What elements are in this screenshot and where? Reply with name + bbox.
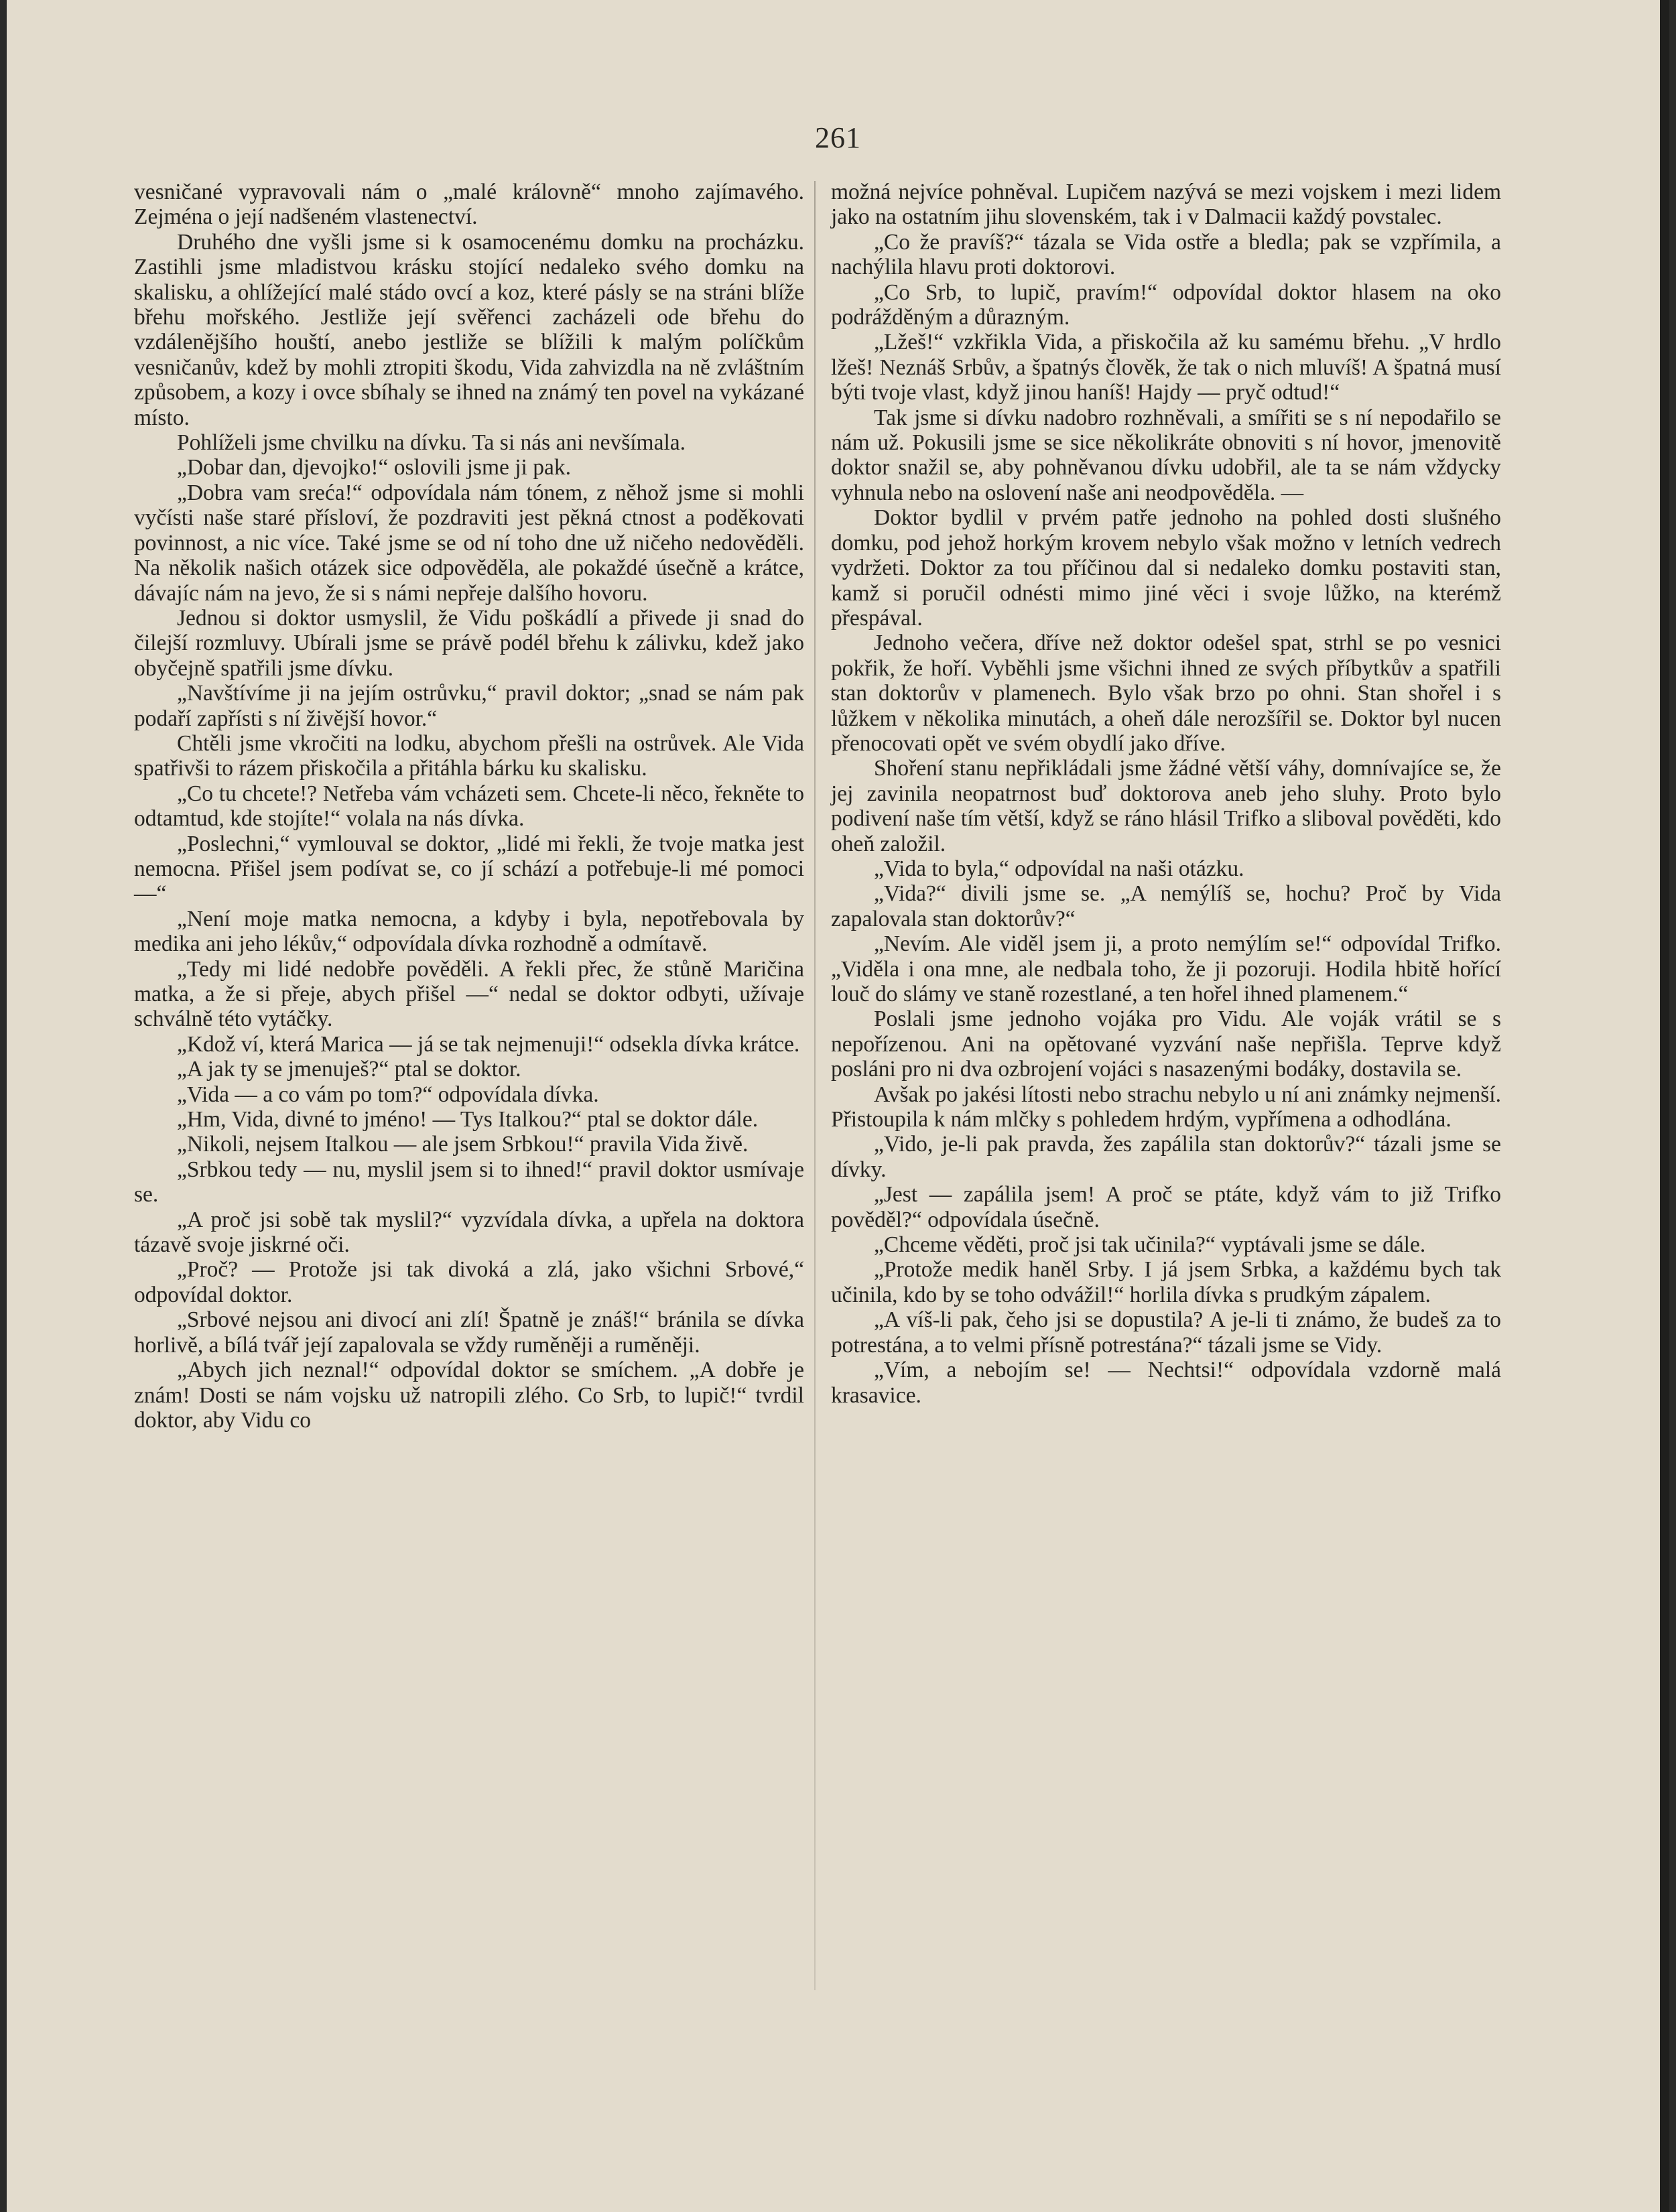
left-text-column bbox=[134, 180, 804, 1433]
paragraph: „Abych jich neznal!“ odpovídal doktor se smíchem. „A dobře je znám! Dosti se nám vojsku už natropili zlého. Co Srb, to lupič!“ tvrdil doktor, aby Vidu co bbox=[134, 1358, 804, 1433]
paragraph: Doktor bydlil v prvém patře jednoho na pohled dosti slušného domku, pod jehož horkým krovem nebylo však možno v letních vedrech vydržeti. Doktor za tou příčinou dal si nedaleko domku postaviti stan, kamž si poručil odnésti mimo jiné věci i svoje lůžko, na kterémž přespával. bbox=[831, 505, 1501, 631]
right-text-column bbox=[831, 180, 1501, 1408]
paragraph: „Srbové nejsou ani divocí ani zlí! Špatně je znáš!“ bránila se dívka horlivě, a bílá tvář její zapalovala se vždy ruměněji a ruměněji. bbox=[134, 1307, 804, 1358]
paragraph: „Proč? — Protože jsi tak divoká a zlá, jako všichni Srbové,“ odpovídal doktor. bbox=[134, 1257, 804, 1307]
paragraph: „Navštívíme ji na jejím ostrůvku,“ pravil doktor; „snad se nám pak podaří zapřísti s ní živější hovor.“ bbox=[134, 681, 804, 731]
paragraph: „Co že pravíš?“ tázala se Vida ostře a bledla; pak se vzpřímila, a nachýlila hlavu proti doktorovi. bbox=[831, 229, 1501, 280]
paragraph: Jednoho večera, dříve než doktor odešel spat, strhl se po vesnici pokřik, že hoří. Vyběhli jsme všichni ihned ze svých příbytkův a spatřili stan doktorův v plamenech. Bylo však brzo po ohni. Stan shořel i s lůžkem v několika minutách, a oheň dále nerozšířil se. Doktor byl nucen přenocovati opět ve svém obydlí jako dříve. bbox=[831, 631, 1501, 756]
paragraph: vesničané vypravovali nám o „malé královně“ mnoho zajímavého. Zejména o její nadšeném vlastenectví. bbox=[134, 180, 804, 230]
column-divider bbox=[814, 181, 816, 1990]
paragraph: Avšak po jakési lítosti nebo strachu nebylo u ní ani známky nejmenší. Přistoupila k nám mlčky s pohledem hrdým, vypřímena a odhodlána. bbox=[831, 1082, 1501, 1132]
paragraph: „A proč jsi sobě tak myslil?“ vyzvídala dívka, a upřela na doktora tázavě svoje jiskrné oči. bbox=[134, 1207, 804, 1258]
paragraph: Pohlíželi jsme chvilku na dívku. Ta si nás ani nevšímala. bbox=[177, 430, 686, 456]
paragraph: „Protože medik haněl Srby. I já jsem Srbka, a každému bych tak učinila, kdo by se toho odvážil!“ horlila dívka s prudkým zápalem. bbox=[831, 1257, 1501, 1307]
paragraph: „Jest — zapálila jsem! A proč se ptáte, když vám to již Trifko pověděl?“ odpovídala úsečně. bbox=[831, 1182, 1501, 1232]
paragraph: Shoření stanu nepřikládali jsme žádné větší váhy, domnívajíce se, že jej zavinila neopatrnost buď doktorova aneb jeho sluhy. Proto bylo podivení naše tím větší, když se ráno hlásil Trifko a sliboval pověděti, kdo oheň založil. bbox=[831, 756, 1501, 856]
paragraph: „Nevím. Ale viděl jsem ji, a proto nemýlím se!“ odpovídal Trifko. „Viděla i ona mne, ale nedbala toho, že ji pozoruji. Hodila hbitě hořící louč do slámy ve staně rozestlané, a ten hořel ihned plamenem.“ bbox=[831, 931, 1501, 1006]
paragraph: „Vida?“ divili jsme se. „A nemýlíš se, hochu? Proč by Vida zapalovala stan doktorův?“ bbox=[831, 881, 1501, 931]
page-edge bbox=[1660, 0, 1669, 2212]
paragraph: „Kdož ví, která Marica — já se tak nejmenuji!“ odsekla dívka krátce. bbox=[177, 1031, 800, 1057]
paragraph: „Poslechni,“ vymlouval se doktor, „lidé mi řekli, že tvoje matka jest nemocna. Přišel jsem podívat se, co jí schází a potřebuje-li mé pomoci —“ bbox=[134, 831, 804, 907]
paragraph: „Chceme věděti, proč jsi tak učinila?“ vyptávali jsme se dále. bbox=[874, 1232, 1426, 1258]
paragraph: „Dobra vam sreća!“ odpovídala nám tónem, z něhož jsme si mohli vyčísti naše staré přísloví, že pozdraviti jest pěkná ctnost a poděkovati povinnost, a nic více. Také jsme se od ní toho dne už ničeho nedověděli. Na několik našich otázek sice odpověděla, ale pokaždé úsečně a krátce, dávajíc nám na jevo, že si s námi nepřeje dalšího hovoru. bbox=[134, 480, 804, 606]
paragraph: „Co Srb, to lupič, pravím!“ odpovídal doktor hlasem na oko podrážděným a důrazným. bbox=[831, 279, 1501, 330]
paragraph: „Tedy mi lidé nedobře pověděli. A řekli přec, že stůně Maričina matka, a že si přeje, abych přišel —“ nedal se doktor odbyti, užívaje schválně této vytáčky. bbox=[134, 956, 804, 1032]
paragraph: „Srbkou tedy — nu, myslil jsem si to ihned!“ pravil doktor usmívaje se. bbox=[134, 1157, 804, 1208]
paragraph: „Dobar dan, djevojko!“ oslovili jsme ji pak. bbox=[177, 455, 571, 480]
paragraph: „A jak ty se jmenuješ?“ ptal se doktor. bbox=[177, 1057, 521, 1082]
paragraph: „A víš-li pak, čeho jsi se dopustila? A je-li ti známo, že budeš za to potrestána, a to velmi přísně potrestána?“ tázali jsme se Vidy. bbox=[831, 1307, 1501, 1358]
book-page bbox=[7, 0, 1669, 2212]
paragraph: „Vido, je-li pak pravda, žes zapálila stan doktorův?“ tázali jsme se dívky. bbox=[831, 1132, 1501, 1182]
paragraph: Poslali jsme jednoho vojáka pro Vidu. Ale voják vrátil se s nepořízenou. Ani na opětované vyzvání naše nepřišla. Teprve když posláni pro ni dva ozbrojení vojáci s nasazenými bodáky, dostavila se. bbox=[831, 1006, 1501, 1082]
paragraph: „Není moje matka nemocna, a kdyby i byla, nepotřebovala by medika ani jeho lékův,“ odpovídala dívka rozhodně a odmítavě. bbox=[134, 906, 804, 957]
paragraph: možná nejvíce pohněval. Lupičem nazývá se mezi vojskem i mezi lidem jako na ostatním jihu slovenském, tak i v Dalmacii každý povstalec. bbox=[831, 180, 1501, 230]
paragraph: „Lžeš!“ vzkřikla Vida, a přiskočila až ku samému břehu. „V hrdlo lžeš! Neznáš Srbův, a špatnýs člověk, že tak o nich mluvíš! A špatná musí býti tvoje vlast, když jinou haníš! Hajdy — pryč odtud!“ bbox=[831, 330, 1501, 405]
paragraph: Jednou si doktor usmyslil, že Vidu poškádlí a přivede ji snad do čilejší rozmluvy. Ubírali jsme se právě podél břehu k zálivku, kdež jako obyčejně spatřili jsme dívku. bbox=[134, 605, 804, 681]
paragraph: Druhého dne vyšli jsme si k osamocenému domku na procházku. Zastihli jsme mladistvou krásku stojící nedaleko svého domku na skalisku, a ohlížející malé stádo ovcí a koz, které pásly se na stráni blíže břehu mořského. Jestliže její svěřenci zacházeli ode břehu do vzdálenějšího houští, anebo jestliže se blížili k malým políčkům vesničanův, kdež by mohli ztropiti škodu, Vida zahvizdla na ně zvláštním způsobem, a kozy i ovce sbíhaly se ihned na známý ten povel na vykázané místo. bbox=[134, 229, 804, 430]
paragraph: „Vida to byla,“ odpovídal na naši otázku. bbox=[874, 856, 1244, 881]
paragraph: „Vida — a co vám po tom?“ odpovídala dívka. bbox=[177, 1082, 599, 1107]
paragraph: „Co tu chcete!? Netřeba vám vcházeti sem. Chcete-li něco, řekněte to odtamtud, kde stojíte!“ volala na nás dívka. bbox=[134, 781, 804, 832]
paragraph: Tak jsme si dívku nadobro rozhněvali, a smířiti se s ní nepodařilo se nám už. Pokusili jsme se sice několikráte obnoviti s ní hovor, jmenovitě doktor snažil se, aby pohněvanou dívku udobřil, ale ta se nám vždycky vyhnula nebo na oslovení naše ani neodpověděla. — bbox=[831, 405, 1501, 505]
page-number: 261 bbox=[815, 121, 861, 154]
paragraph: „Vím, a nebojím se! — Nechtsi!“ odpovídala vzdorně malá krasavice. bbox=[831, 1358, 1501, 1408]
paragraph: „Hm, Vida, divné to jméno! — Tys Italkou?“ ptal se doktor dále. bbox=[177, 1107, 759, 1132]
paragraph: Chtěli jsme vkročiti na lodku, abychom přešli na ostrůvek. Ale Vida spatřivši to rázem přiskočila a přitáhla bárku ku skalisku. bbox=[134, 730, 804, 781]
paragraph: „Nikoli, nejsem Italkou — ale jsem Srbkou!“ pravila Vida živě. bbox=[177, 1132, 749, 1157]
